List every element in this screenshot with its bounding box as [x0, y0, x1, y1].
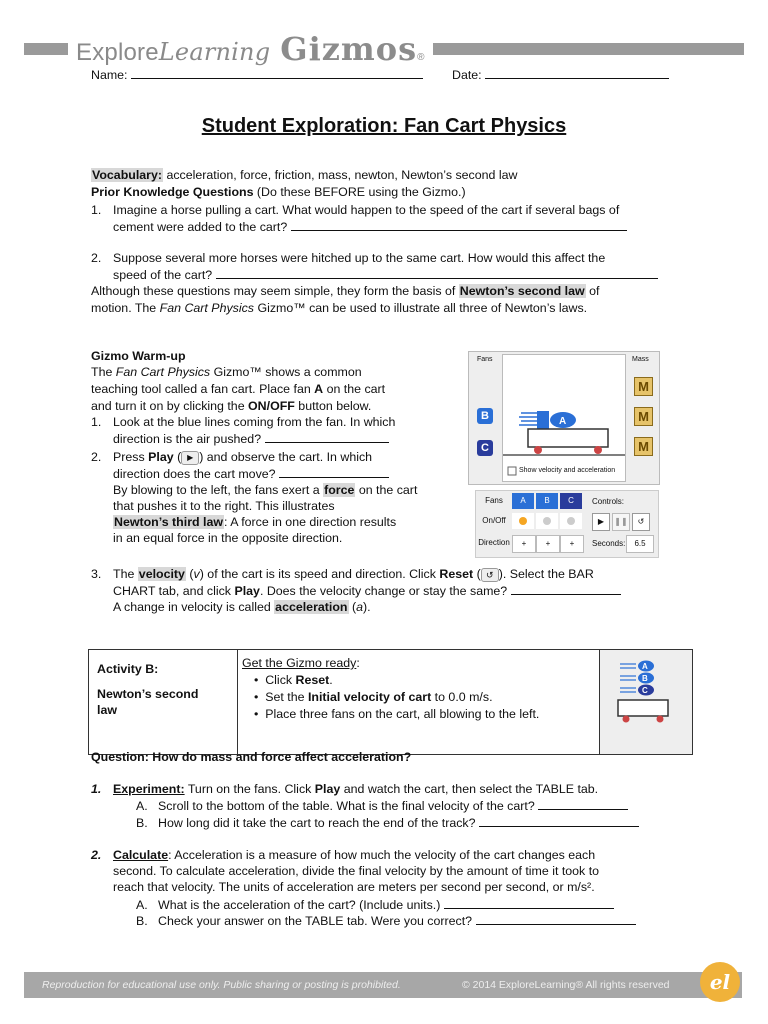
fans-table-header: Fans: [485, 496, 503, 505]
col-a-header: A: [512, 493, 534, 509]
fan-c-tile[interactable]: C: [477, 440, 493, 456]
mass-block-1[interactable]: M: [634, 377, 653, 396]
gizmo-simulation-panel: [468, 351, 660, 485]
q1-line1: [91, 202, 619, 218]
calc-b-letter: B.: [136, 914, 148, 928]
q1-line2: [113, 218, 627, 235]
warmup-l2c: on the cart: [323, 382, 386, 396]
calc-a-answer[interactable]: [444, 896, 614, 909]
q2-line2: [113, 266, 658, 283]
activity-table: [88, 649, 693, 755]
b1b: Reset: [295, 673, 330, 687]
reset-button[interactable]: ↺: [632, 513, 650, 531]
q3-line3a: A change in velocity is called: [113, 600, 275, 614]
exp-b: Play: [314, 782, 341, 796]
exp-a-text: Scroll to the bottom of the table. What is the final velocity of the cart?: [158, 799, 535, 813]
controls-label: Controls:: [592, 497, 625, 506]
force-highlight: force: [324, 483, 355, 497]
q3-e: ) of the cart is its speed and direction. Click: [199, 567, 440, 581]
warmup-i1b: direction is the air pushed?: [113, 432, 262, 446]
q3-f: Reset: [439, 567, 474, 581]
although-gizmo-name: Fan Cart Physics: [159, 301, 254, 315]
calc-b-answer[interactable]: [476, 912, 636, 925]
exp-b-line: [136, 814, 639, 831]
q3-g: (: [473, 567, 481, 581]
warmup-line2: [91, 381, 385, 397]
warmup-l1b: Fan Cart Physics: [115, 365, 211, 379]
svg-text:C: C: [642, 686, 648, 695]
warmup-i2f: By blowing to the left, the fans exert a: [113, 483, 324, 497]
activity-image-cell: [600, 650, 693, 755]
velocity-highlight: velocity: [138, 567, 185, 581]
show-velocity-label: Show velocity and acceleration: [519, 467, 616, 474]
warmup-item2-line3: [113, 482, 417, 498]
onoff-b-toggle[interactable]: [536, 513, 558, 529]
warmup-item1-num: 1.: [91, 415, 102, 429]
exp-line1: [91, 781, 598, 797]
footer-bar: [24, 972, 742, 998]
warmup-item2-num: 2.: [91, 450, 102, 464]
activity-bullet-1: • Click Reset.: [254, 673, 333, 687]
col-b-header: B: [536, 493, 558, 509]
page-title: Student Exploration: Fan Cart Physics: [201, 115, 567, 137]
exp-a: Turn on the fans. Click: [184, 782, 315, 796]
warmup-l3c: button below.: [294, 399, 372, 413]
play-icon: ▶: [181, 451, 199, 465]
main-question: Question: How do mass and force affect acceleration?: [91, 750, 412, 764]
fan-b-tile[interactable]: B: [477, 408, 493, 424]
date-label: Date:: [452, 68, 482, 82]
calc-a: : Acceleration is a measure of how much the velocity of the cart changes each: [168, 848, 596, 862]
q1-num: 1.: [91, 203, 102, 217]
onoff-c-toggle[interactable]: [560, 513, 582, 529]
calc-a-line: [136, 896, 614, 913]
warmup-i1a: Look at the blue lines coming from the fan. In which: [113, 415, 396, 429]
warmup-line3: [91, 398, 371, 414]
b2c: to 0.0 m/s.: [431, 690, 493, 704]
warmup-i2d: ) and observe the cart. In which: [199, 450, 373, 464]
calc-a-text: What is the acceleration of the cart? (Include units.): [158, 898, 441, 912]
calc-label: Calculate: [113, 848, 169, 862]
q3-line2a: CHART tab, and click: [113, 584, 235, 598]
header-bar-right: [380, 43, 744, 55]
reset-icon: ↺: [481, 568, 499, 582]
activity-subtitle: Newton’s second law: [97, 687, 199, 717]
warmup-title: Gizmo Warm-up: [91, 349, 186, 363]
q3-line2: [113, 582, 621, 599]
q1-answer[interactable]: [291, 218, 627, 231]
b2a: Set the: [265, 690, 308, 704]
calc-a-letter: A.: [136, 898, 148, 912]
footer-right: © 2014 ExploreLearning® All rights reserved: [462, 979, 670, 991]
calc-b-line: [136, 912, 636, 929]
although-text-c: motion. The: [91, 301, 160, 315]
activity-title: Activity B:: [97, 662, 159, 676]
header-bar-left: [24, 43, 74, 55]
q3-a: The: [113, 567, 138, 581]
calc-line2: second. To calculate acceleration, divide the final velocity by the amount of time it took to: [113, 864, 600, 878]
svg-text:A: A: [559, 416, 567, 427]
brand-explore: Explore: [76, 39, 159, 66]
fans-label: Fans: [477, 356, 493, 363]
exp-b-letter: B.: [136, 816, 148, 830]
onoff-label: On/Off: [482, 516, 506, 525]
although-text-b: of: [585, 284, 600, 298]
name-row: [91, 66, 423, 83]
warmup-l3: and turn it on by clicking the: [91, 399, 249, 413]
svg-text:A: A: [642, 662, 648, 671]
q3-line2c: . Does the velocity change or stay the same?: [259, 584, 508, 598]
exp-a-answer[interactable]: [538, 797, 628, 810]
name-label: Name:: [91, 68, 128, 82]
warmup-l2b: A: [314, 382, 324, 396]
although-line1: [91, 283, 599, 299]
newtons-third-law-highlight: Newton’s third law: [114, 515, 223, 529]
warmup-item2-line4: [113, 498, 335, 514]
warmup-l3b: ON/OFF: [248, 399, 295, 413]
warmup-item2-answer[interactable]: [279, 465, 389, 478]
warmup-l2: teaching tool called a fan cart. Place fan: [91, 382, 315, 396]
mass-label: Mass: [632, 356, 649, 363]
q3-h: ). Select the BAR: [498, 567, 594, 581]
warmup-i2a: Press: [113, 450, 149, 464]
q3-d: v: [193, 567, 200, 581]
gizmo-controls-panel: [475, 490, 659, 558]
warmup-item1-answer[interactable]: [265, 430, 389, 443]
exp-a-letter: A.: [136, 799, 148, 813]
warmup-i2l: in an equal force in the opposite direction.: [113, 531, 343, 545]
q1-text2: cement were added to the cart?: [113, 220, 288, 234]
date-field[interactable]: [485, 66, 669, 79]
exp-label: Experiment:: [113, 782, 185, 796]
get-ready-label: Get the Gizmo ready: [242, 656, 357, 670]
b1a: Click: [265, 673, 296, 687]
exp-b-answer[interactable]: [479, 814, 639, 827]
mass-block-3[interactable]: M: [634, 437, 653, 456]
name-field[interactable]: [131, 66, 423, 79]
prior-text: (Do these BEFORE using the Gizmo.): [253, 185, 466, 199]
warmup-item1-line1: [91, 414, 395, 430]
q3-line3e: ).: [362, 600, 371, 614]
q3-c: (: [185, 567, 194, 581]
direction-a-button[interactable]: +: [512, 535, 536, 553]
calc-num: 2.: [91, 848, 102, 862]
although-text-e: Gizmo™ can be used to illustrate all three of Newton’s laws.: [254, 301, 588, 315]
although-text-a: Although these questions may seem simple, they form the basis of: [91, 284, 459, 298]
seconds-label: Seconds:: [592, 539, 626, 548]
exp-b-text: How long did it take the cart to reach the end of the track?: [158, 816, 476, 830]
direction-c-button[interactable]: +: [560, 535, 584, 553]
activity-bullet-2: • Set the Initial velocity of cart to 0.0 m/s.: [254, 690, 493, 704]
although-line2: [91, 300, 587, 316]
fan-cart-icon: [503, 355, 625, 481]
svg-text:B: B: [642, 674, 648, 683]
acceleration-highlight: acceleration: [275, 600, 348, 614]
warmup-item1-line2: [113, 430, 389, 447]
date-row: [452, 66, 669, 83]
warmup-i2i: that pushes it to the right. This illustrates: [113, 499, 335, 513]
q3-num: 3.: [91, 567, 102, 581]
q1-text1: Imagine a horse pulling a cart. What would happen to the speed of the cart if several bags of: [113, 203, 620, 217]
newtons-second-law-highlight: Newton’s second law: [459, 284, 585, 298]
activity-bullet-3: • Place three fans on the cart, all blowing to the left.: [254, 707, 540, 721]
b1c: .: [329, 673, 333, 687]
direction-b-button[interactable]: +: [536, 535, 560, 553]
q3-line3d: a: [356, 600, 363, 614]
calc-b-text: Check your answer on the TABLE tab. Were you correct?: [158, 914, 473, 928]
warmup-i2h: on the cart: [355, 483, 418, 497]
exp-a-line: [136, 797, 628, 814]
q3-line3: [113, 599, 371, 615]
warmup-item2-line2: [113, 465, 389, 482]
seconds-value: 6.5: [626, 535, 654, 553]
q2-answer[interactable]: [216, 266, 658, 279]
warmup-item2-line5: [113, 514, 396, 530]
warmup-item2-line6: [113, 530, 342, 546]
pause-button[interactable]: ❚❚: [612, 513, 630, 531]
warmup-i2c: (: [173, 450, 182, 464]
warmup-i2e: direction does the cart move?: [113, 467, 276, 481]
q3-line2b: Play: [234, 584, 260, 598]
footer-left: Reproduction for educational use only. Public sharing or posting is prohibited.: [42, 979, 401, 991]
vocabulary-text: acceleration, force, friction, mass, newton, Newton’s second law: [163, 168, 518, 182]
q2-text1: Suppose several more horses were hitched up to the same cart. How would this affect the: [113, 251, 606, 265]
vocabulary-line: [91, 167, 517, 183]
vocabulary-label: Vocabulary:: [92, 168, 163, 182]
calc-line1: [91, 847, 595, 863]
warmup-line1: [91, 364, 362, 380]
simulation-track: [502, 354, 626, 482]
q2-num: 2.: [91, 251, 102, 265]
q3-line3c: (: [348, 600, 357, 614]
direction-label: Direction: [478, 538, 510, 547]
activity-title-cell: [89, 650, 238, 755]
warmup-i2b: Play: [148, 450, 174, 464]
activity-instructions-cell: Get the Gizmo ready: • Click Reset. • Set the Initial velocity of cart to 0.0 m/s. • Place three fans on the cart, all blowing to the left.: [238, 650, 600, 755]
q2-text2: speed of the cart?: [113, 268, 213, 282]
mass-block-2[interactable]: M: [634, 407, 653, 426]
brand-logo: [68, 30, 433, 68]
prior-line: [91, 184, 466, 200]
onoff-a-toggle[interactable]: [512, 513, 534, 529]
q3-answer[interactable]: [511, 582, 621, 595]
warmup-item2-line1: [91, 449, 372, 465]
brand-reg: ®: [417, 52, 425, 63]
b3: Place three fans on the cart, all blowing to the left.: [265, 707, 540, 721]
play-button[interactable]: ▶: [592, 513, 610, 531]
q3-line1: [91, 566, 594, 582]
brand-learning: Learning: [158, 38, 271, 66]
warmup-i2k: : A force in one direction results: [224, 515, 397, 529]
warmup-l1c: Gizmo™ shows a common: [210, 365, 362, 379]
prior-label: Prior Knowledge Questions: [91, 185, 254, 199]
q2-line1: [91, 250, 605, 266]
col-c-header: C: [560, 493, 582, 509]
calc-line3: reach that velocity. The units of acceleration are meters per second per second, or m/s².: [113, 880, 595, 894]
three-fan-cart-icon: [600, 650, 692, 730]
brand-gizmos: Gizmos: [280, 30, 418, 68]
exp-c: and watch the cart, then select the TABLE tab.: [340, 782, 599, 796]
warmup-l1a: The: [91, 365, 116, 379]
el-logo-icon: el: [700, 962, 740, 1002]
b2b: Initial velocity of cart: [307, 690, 432, 704]
exp-num: 1.: [91, 782, 102, 796]
